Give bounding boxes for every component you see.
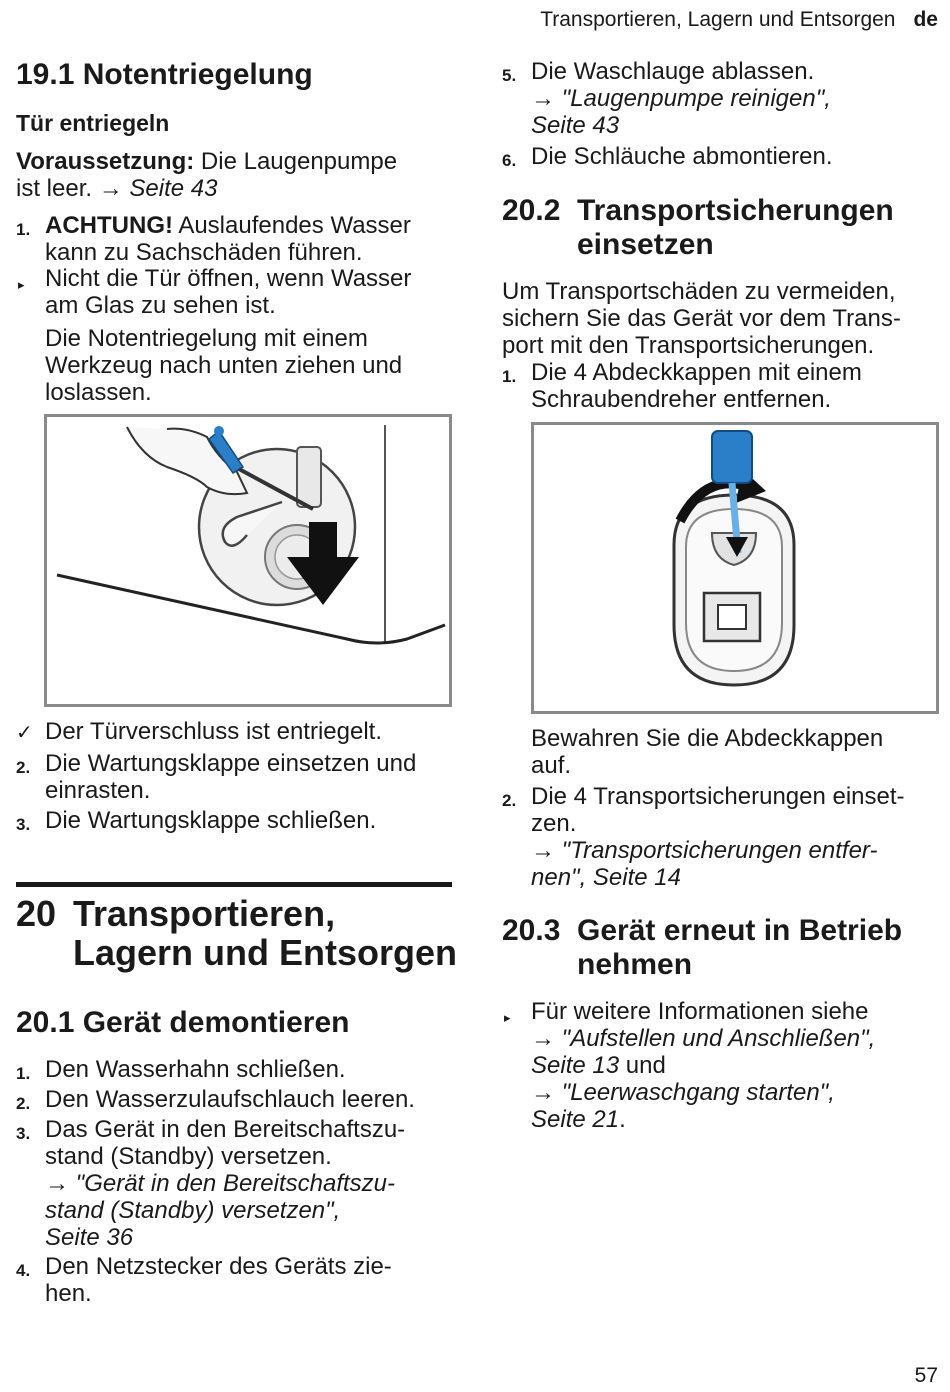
step-number: 1.	[16, 220, 31, 239]
step-text: zen.	[531, 810, 577, 837]
chapter-title-line: Transportieren,	[73, 893, 336, 934]
section-title-line: Gerät erneut in Betrieb	[577, 914, 903, 947]
section-title-line: einsetzen	[577, 228, 714, 261]
transport-step-2	[502, 783, 940, 898]
link-text[interactable]: stand (Standby) versetzen",	[45, 1197, 341, 1224]
step-text: Das Gerät in den Bereitschaftszu-	[45, 1116, 406, 1143]
link-page[interactable]: Seite 43	[531, 112, 620, 139]
paragraph-line: Die Notentriegelung mit einem	[45, 325, 368, 352]
step-text: Die Schläuche abmontieren.	[531, 143, 833, 170]
step-number: 4.	[16, 1261, 31, 1280]
header-section-title: Transportieren, Lagern und Entsorgen	[540, 8, 896, 31]
paragraph-line: loslassen.	[45, 379, 152, 406]
heading-20-3	[502, 914, 940, 986]
section-number: 20.2	[502, 194, 561, 227]
link-text: "Leerwaschgang starten",	[561, 1079, 835, 1106]
arrow-icon: →	[45, 1170, 69, 1197]
warning-label: ACHTUNG!	[45, 212, 173, 239]
step-text: Die Wartungsklappe schließen.	[45, 807, 377, 834]
bullet-triangle-icon: ▸	[504, 1010, 511, 1025]
heading-20-2	[502, 194, 940, 266]
voraussetzung-link[interactable]: Seite 43	[129, 175, 218, 202]
bullet-text-2: am Glas zu sehen ist.	[45, 292, 276, 319]
paragraph-line: Werkzeug nach unten ziehen und	[45, 352, 403, 379]
paragraph-line: Bewahren Sie die Abdeckkappen	[531, 725, 884, 752]
page-number: 57	[914, 1364, 938, 1387]
demount-step-3	[16, 1116, 454, 1256]
link-text: "Laugenpumpe reinigen",	[561, 85, 831, 112]
link-text: "Gerät in den Bereitschaftszu-	[75, 1170, 396, 1197]
intro-paragraph	[502, 278, 942, 359]
link-text: "Transportsicherungen entfer-	[561, 837, 878, 864]
bullet-text: Für weitere Informationen siehe	[531, 998, 869, 1025]
chapter-divider	[16, 882, 452, 887]
link-page[interactable]: Seite 36	[45, 1224, 134, 1251]
step-text: Schraubendreher entfernen.	[531, 386, 832, 413]
bullet-triangle-icon: ▸	[18, 277, 25, 292]
arrow-icon: →	[531, 837, 555, 864]
step-text: Die 4 Abdeckkappen mit einem	[531, 359, 862, 386]
cover-cap-illustration	[534, 425, 936, 711]
step-number: 2.	[502, 791, 517, 810]
voraussetzung-label: Voraussetzung:	[16, 148, 195, 175]
figure-cover-cap	[531, 422, 939, 714]
step-2	[16, 750, 454, 810]
link-page[interactable]: Seite 13	[531, 1052, 620, 1079]
transport-step-1	[502, 359, 940, 419]
cross-reference-link[interactable]	[45, 1170, 405, 1197]
step-number: 3.	[16, 1124, 31, 1143]
paragraph-line: auf.	[531, 752, 572, 779]
step-text: Den Wasserhahn schließen.	[45, 1056, 346, 1083]
section-title-line: Transportsicherungen	[577, 194, 894, 227]
step-number: 2.	[16, 758, 31, 777]
subheading-tuer-entriegeln: Tür entriegeln	[16, 110, 170, 136]
voraussetzung-text: Die Laugenpumpe	[194, 148, 398, 175]
punctuation: .	[619, 1106, 626, 1133]
step-text: hen.	[45, 1280, 92, 1307]
step-5	[502, 58, 940, 143]
step-text: stand (Standby) versetzen.	[45, 1143, 332, 1170]
arrow-icon: →	[531, 85, 555, 112]
paragraph-line: Um Transportschäden zu vermeiden,	[502, 278, 896, 305]
step-number: 3.	[16, 815, 31, 834]
bullet-text-1: Nicht die Tür öffnen, wenn Wasser	[45, 265, 412, 292]
step-number: 1.	[16, 1064, 31, 1083]
keep-caps-note	[531, 725, 883, 779]
link-text[interactable]: nen", Seite 14	[531, 864, 681, 891]
step-text: Die 4 Transportsicherungen einset-	[531, 783, 905, 810]
running-header	[540, 8, 938, 32]
step-text: Den Wasserzulaufschlauch leeren.	[45, 1086, 415, 1113]
arrow-icon: →	[531, 1079, 555, 1106]
step-text: Die Wartungsklappe einsetzen und	[45, 750, 417, 777]
warning-text-2: kann zu Sachschäden führen.	[45, 239, 363, 266]
step-1	[16, 212, 454, 272]
demount-step-4	[16, 1253, 454, 1313]
paragraph-line: sichern Sie das Gerät vor dem Trans-	[502, 305, 901, 332]
conjunction-text: und	[619, 1052, 666, 1079]
emergency-release-illustration	[47, 417, 449, 704]
further-info-bullet	[502, 998, 940, 1138]
paragraph-line: port mit den Transportsicherungen.	[502, 332, 875, 359]
heading-19-1: 19.1 Notentriegelung	[16, 58, 313, 91]
voraussetzung-text-2: ist leer.	[16, 175, 99, 202]
step-number: 2.	[16, 1094, 31, 1113]
warning-text: Auslaufendes Wasser	[172, 212, 411, 239]
step-text: einrasten.	[45, 777, 151, 804]
link-text: "Aufstellen und Anschließen",	[561, 1025, 876, 1052]
step-text: Die Waschlauge ablassen.	[531, 58, 815, 85]
cross-reference-link[interactable]	[531, 85, 831, 112]
section-number: 20.3	[502, 914, 561, 947]
result-text: Der Türverschluss ist entriegelt.	[45, 718, 383, 745]
heading-20-1: 20.1 Gerät demontieren	[16, 1006, 350, 1039]
voraussetzung	[16, 148, 454, 202]
chapter-title-line: Lagern und Entsorgen	[73, 932, 458, 973]
cross-reference-link[interactable]	[531, 1079, 875, 1106]
chapter-number: 20	[16, 893, 57, 934]
cross-reference-link[interactable]	[531, 1025, 875, 1052]
header-language: de	[913, 8, 938, 31]
arrow-icon: →	[531, 1025, 555, 1052]
arrow-icon: →	[98, 175, 123, 202]
section-title-line: nehmen	[577, 948, 693, 981]
step-number: 1.	[502, 367, 517, 386]
cross-reference-link[interactable]	[531, 837, 905, 864]
step-number: 5.	[502, 66, 517, 85]
check-icon: ✓	[16, 722, 33, 744]
link-page[interactable]: Seite 21	[531, 1106, 620, 1133]
instruction-paragraph	[45, 325, 402, 406]
step-text: Den Netzstecker des Geräts zie-	[45, 1253, 392, 1280]
figure-emergency-release	[44, 414, 452, 707]
bullet-item	[16, 265, 454, 325]
step-number: 6.	[502, 151, 517, 170]
